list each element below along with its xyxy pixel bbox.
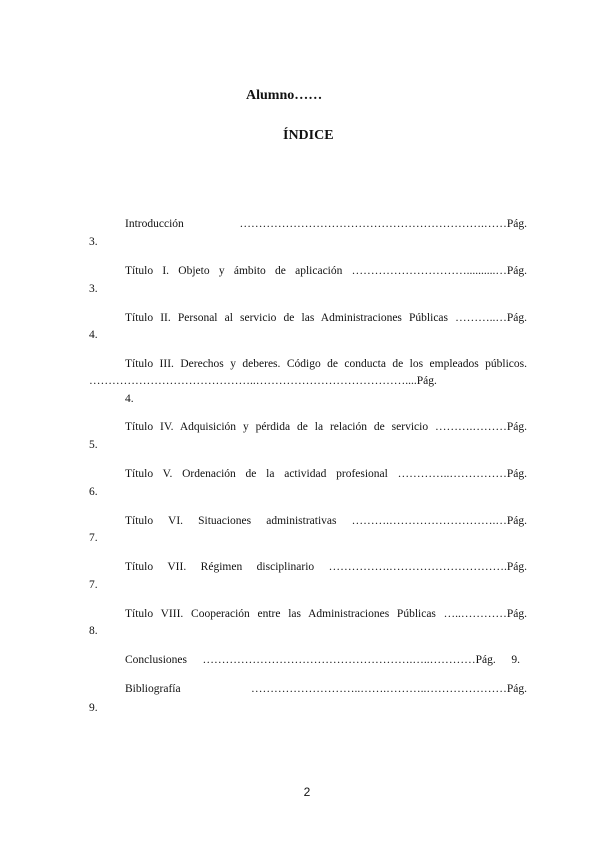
toc-entry-titulo-5: Título V. Ordenación de la actividad profesional …………..……………Pág.: [125, 468, 527, 480]
page-number: 2: [303, 785, 311, 799]
toc-entry-titulo-4: Título IV. Adquisición y pérdida de la relación de servicio ……….………Pág.: [125, 421, 527, 433]
toc-page-introduccion: 3.: [89, 236, 98, 248]
author-line: Alumno……: [246, 88, 323, 103]
toc-entry-titulo-1: Título I. Objeto y ámbito de aplicación …………………………..........…Pág.: [125, 265, 527, 277]
toc-page-titulo-4: 5.: [89, 439, 98, 451]
toc-page-titulo-5: 6.: [89, 486, 98, 498]
toc-page-titulo-3: 4.: [125, 393, 134, 405]
toc-entry-titulo-8: Título VIII. Cooperación entre las Administraciones Públicas …..…………Pág.: [125, 608, 527, 620]
toc-page-bibliografia: 9.: [89, 702, 98, 714]
toc-entry-introduccion: Introducción ……………………………………………………….……Pág.: [125, 218, 527, 230]
index-heading: ÍNDICE: [283, 128, 334, 143]
toc-page-titulo-1: 3.: [89, 283, 98, 295]
toc-entry-titulo-3-dots: ……………………………………..…………………………………....Pág.: [89, 375, 437, 387]
toc-page-titulo-2: 4.: [89, 329, 98, 341]
toc-entry-titulo-7: Título VII. Régimen disciplinario …………….………………………….Pág.: [125, 561, 527, 573]
toc-entry-conclusiones: Conclusiones ……………………………………………….…..…………Pág. 9.: [125, 654, 520, 666]
toc-entry-titulo-2: Título II. Personal al servicio de las Administraciones Públicas ………..…Pág.: [125, 312, 527, 324]
toc-page-titulo-7: 7.: [89, 579, 98, 591]
toc-entry-bibliografia: Bibliografía ………………………..…….………..…………………Pág.: [125, 683, 527, 695]
toc-entry-titulo-3: Título III. Derechos y deberes. Código de conducta de los empleados públicos.: [125, 358, 527, 370]
toc-entry-titulo-6: Título VI. Situaciones administrativas ……….……………………….…Pág.: [125, 515, 527, 527]
toc-page-titulo-6: 7.: [89, 532, 98, 544]
toc-page-titulo-8: 8.: [89, 625, 98, 637]
